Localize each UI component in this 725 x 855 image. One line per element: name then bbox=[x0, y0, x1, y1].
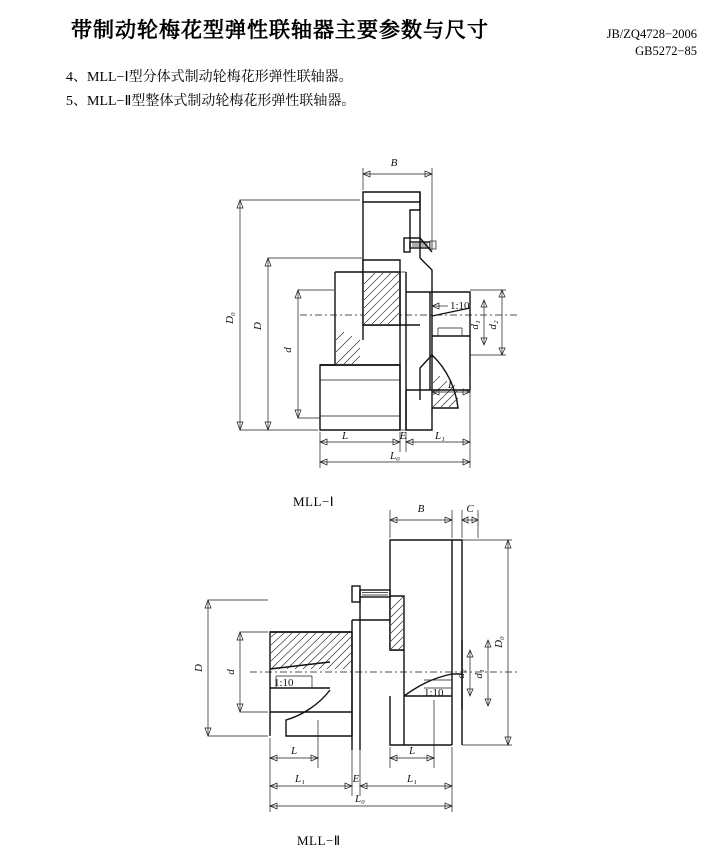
svg-text:L: L bbox=[290, 745, 298, 757]
svg-text:1:10: 1:10 bbox=[274, 677, 294, 689]
bolt-assembly-2 bbox=[352, 586, 390, 602]
section-hatch-left-hub bbox=[336, 332, 360, 364]
svg-text:d₂: d₂ bbox=[487, 320, 499, 330]
svg-text:1:10: 1:10 bbox=[450, 300, 470, 312]
dimension-chain-bottom bbox=[320, 402, 470, 452]
dimension-L0-2 bbox=[270, 793, 452, 812]
figure-1-caption: MLL−Ⅰ bbox=[293, 494, 335, 509]
note-item-1: 4、MLL−Ⅰ型分体式制动轮梅花形弹性联轴器。 bbox=[66, 70, 353, 85]
svg-text:B: B bbox=[390, 157, 398, 169]
figure-mll-1 bbox=[0, 140, 725, 490]
svg-text:D₀: D₀ bbox=[493, 636, 505, 648]
svg-text:d₁: d₁ bbox=[469, 320, 481, 330]
dimension-L0 bbox=[320, 450, 470, 468]
svg-text:L₁: L₁ bbox=[435, 430, 445, 442]
svg-text:d: d bbox=[225, 669, 237, 675]
svg-text:L: L bbox=[408, 745, 416, 757]
notes-block bbox=[66, 66, 355, 114]
dimension-L-left-2 bbox=[270, 720, 318, 768]
dimension-D bbox=[252, 258, 362, 430]
taper-callout-1-10 bbox=[432, 300, 470, 312]
svg-text:E: E bbox=[399, 430, 407, 442]
dimension-d bbox=[282, 290, 334, 418]
svg-text:D: D bbox=[252, 322, 264, 330]
svg-text:C: C bbox=[466, 503, 474, 515]
standard-line-1: JB/ZQ4728−2006 bbox=[606, 27, 697, 41]
svg-text:1:10: 1:10 bbox=[424, 687, 444, 699]
svg-text:L₀: L₀ bbox=[390, 450, 400, 462]
svg-text:L: L bbox=[341, 430, 349, 442]
svg-text:D₀: D₀ bbox=[224, 312, 236, 324]
svg-text:d₁: d₁ bbox=[473, 669, 485, 679]
svg-text:E: E bbox=[352, 773, 360, 785]
svg-text:d: d bbox=[282, 347, 294, 353]
note-item-2: 5、MLL−Ⅱ型整体式制动轮梅花形弹性联轴器。 bbox=[66, 94, 356, 109]
figure-mll-2-svg bbox=[0, 500, 725, 840]
dimension-d1 bbox=[469, 300, 487, 345]
svg-text:D: D bbox=[193, 664, 205, 672]
dimension-L-right-2 bbox=[390, 700, 434, 768]
dimension-d2-2 bbox=[455, 650, 473, 696]
figure-2-caption: MLL−Ⅱ bbox=[297, 833, 341, 848]
svg-text:L: L bbox=[447, 379, 455, 391]
svg-text:L₁: L₁ bbox=[295, 773, 305, 785]
dimension-D0 bbox=[224, 200, 360, 430]
dimension-D-2 bbox=[193, 600, 268, 736]
svg-text:L₁: L₁ bbox=[407, 773, 417, 785]
dimension-C-2 bbox=[462, 503, 478, 538]
dimension-B bbox=[363, 157, 432, 250]
dimension-B-2 bbox=[390, 503, 452, 538]
dimension-d1-2 bbox=[473, 640, 491, 706]
svg-text:d₂: d₂ bbox=[455, 669, 467, 679]
standard-codes bbox=[607, 26, 697, 60]
standard-line-2: GB5272−85 bbox=[635, 44, 697, 58]
page-title: 带制动轮梅花型弹性联轴器主要参数与尺寸 bbox=[71, 18, 489, 42]
figure-mll-1-svg bbox=[0, 140, 725, 490]
dimension-chain-bottom-2 bbox=[270, 747, 452, 796]
figure-mll-2 bbox=[0, 500, 725, 840]
svg-text:B: B bbox=[417, 503, 425, 515]
svg-text:L₀: L₀ bbox=[355, 793, 365, 805]
